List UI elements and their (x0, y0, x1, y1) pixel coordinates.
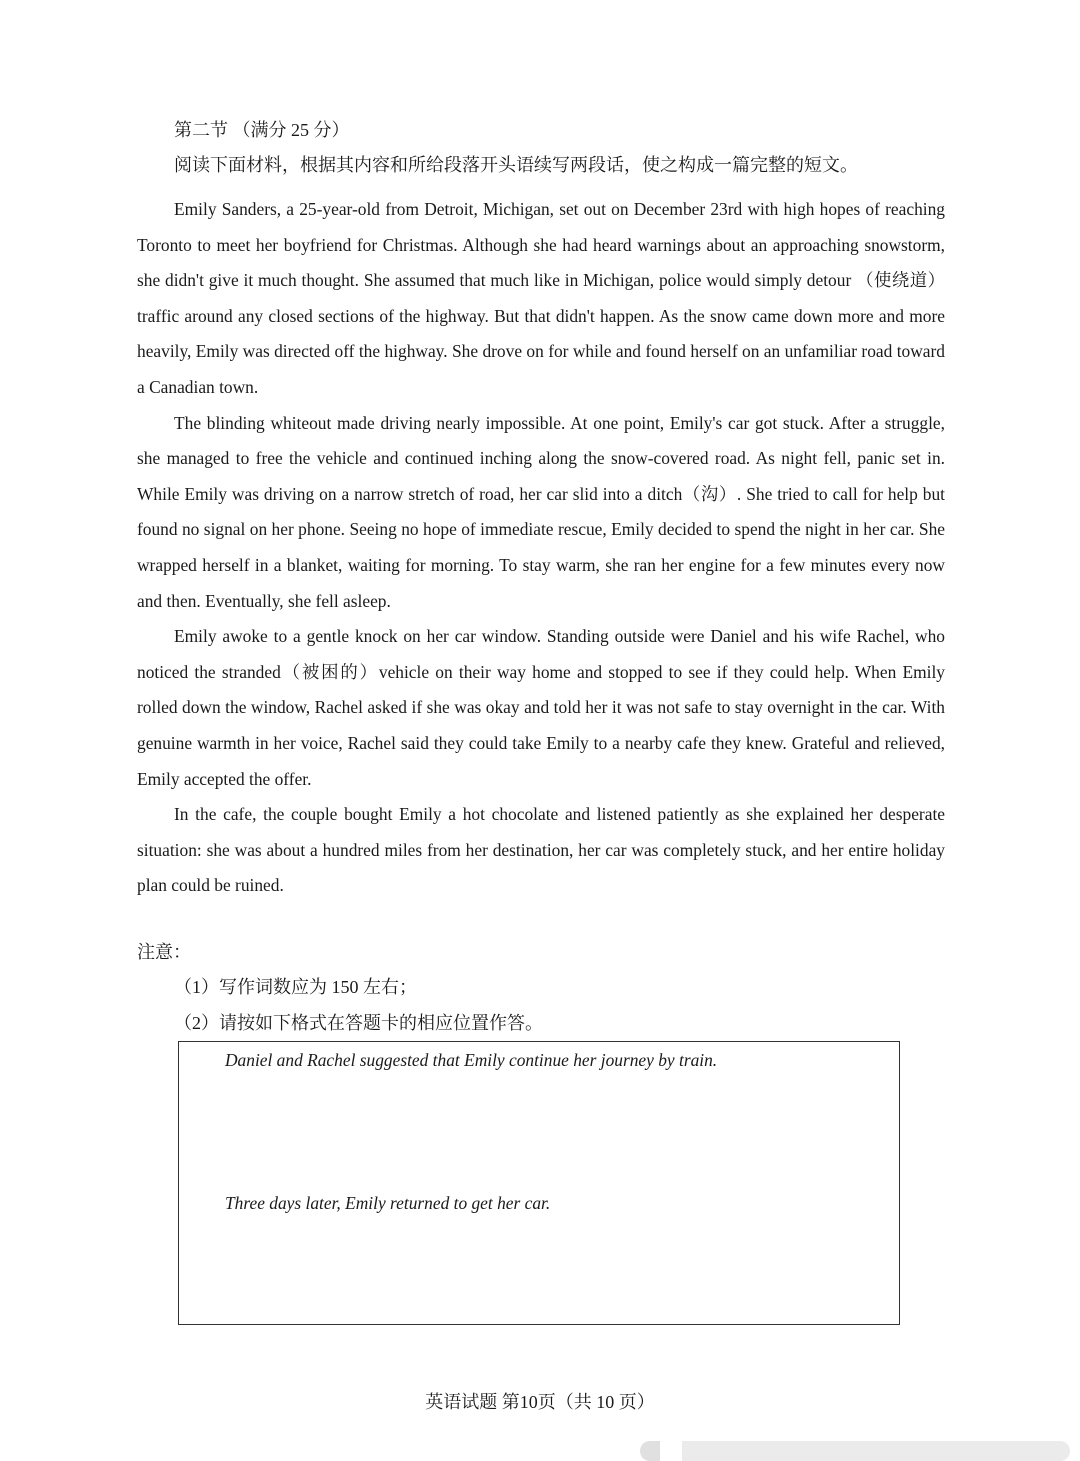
page-footer: 英语试题 第10页（共 10 页） (425, 1392, 655, 1412)
reading-passage (137, 192, 945, 904)
answer-box (178, 1041, 900, 1325)
passage-paragraph-3: Emily awoke to a gentle knock on her car window. Standing outside were Daniel and his wife Rachel, who noticed the stranded（被困的）vehicle on their way home and stopped to see if they could help. When Emily rolled down the window, Rachel asked if she was okay and told her it was not safe to stay overnight in the car. With genuine warmth in her voice, Rachel said they could take Emily to a nearby cafe they knew. Grateful and relieved, Emily accepted the offer. (137, 626, 945, 789)
section-title: 第二节 （满分 25 分） (174, 120, 350, 140)
passage-paragraph-1: Emily Sanders, a 25-year-old from Detroit, Michigan, set out on December 23rd with high hopes of reaching Toronto to meet her boyfriend for Christmas. Although she had heard warnings about an approaching snowstorm, she didn't give it much thought. She assumed that much like in Michigan, police would simply detour （使绕道） traffic around any closed sections of the highway. But that didn't happen. As the snow came down more and more heavily, Emily was directed off the highway. She drove on for while and found herself on an unfamiliar road toward a Canadian town. (137, 199, 945, 397)
passage-paragraph-2: The blinding whiteout made driving nearly impossible. At one point, Emily's car got stuck. After a struggle, she managed to free the vehicle and continued inching along the snow-covered road. As night fell, panic set in. While Emily was driving on a narrow stretch of road, her car slid into a ditch（沟）. She tried to call for help but found no signal on her phone. Seeing no hope of immediate rescue, Emily decided to spend the night in her car. She wrapped herself in a blanket, waiting for morning. To stay warm, she ran her engine for a few minutes every now and then. Eventually, she fell asleep. (137, 412, 945, 611)
section-instruction: 阅读下面材料，根据其内容和所给段落开头语续写两段话，使之构成一篇完整的短文。 (174, 155, 858, 175)
paragraph-opener-2: Three days later, Emily returned to get her car. (225, 1193, 551, 1213)
notes-heading: 注意： (137, 942, 191, 962)
paragraph-opener-1: Daniel and Rachel suggested that Emily continue her journey by train. (225, 1050, 718, 1070)
note-item-word-count: （1）写作词数应为 150 左右； (174, 977, 417, 997)
note-item-format: （2）请按如下格式在答题卡的相应位置作答。 (174, 1013, 543, 1033)
passage-paragraph-4: In the cafe, the couple bought Emily a hot chocolate and listened patiently as she explained her desperate situation: she was about a hundred miles from her destination, her car was completely stuck, and her entire holiday plan could be ruined. (137, 804, 945, 896)
watermark-fragment (640, 1441, 1070, 1461)
